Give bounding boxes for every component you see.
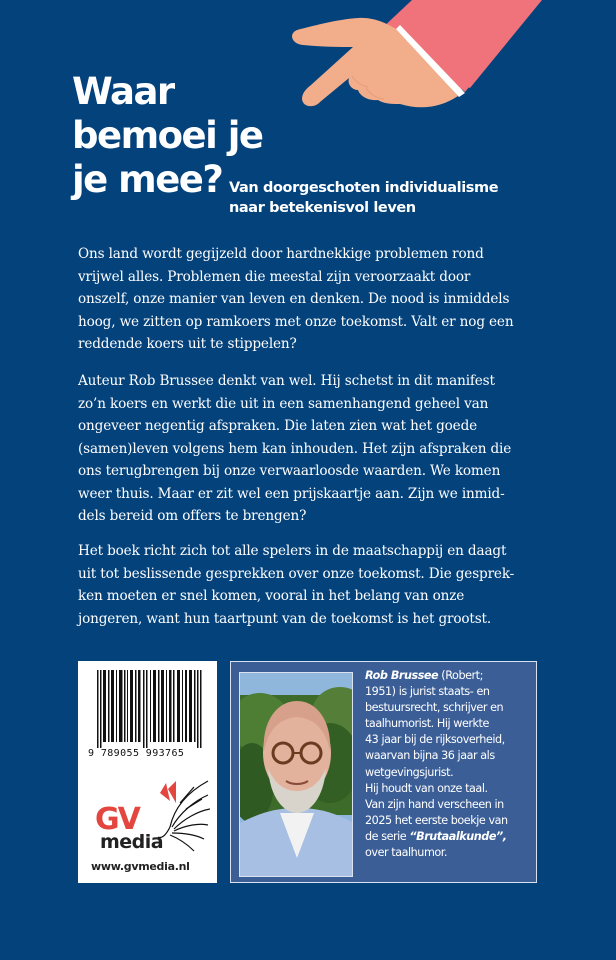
title-line-3: je mee? <box>72 158 223 201</box>
bio-line: waarvan bijna 36 jaar als <box>365 749 495 763</box>
book-subtitle <box>229 178 498 218</box>
blurb-line: reddende koers uit te stippelen? <box>78 336 297 352</box>
blurb-line: ken moeten er snel komen, vooral in het belang van onze <box>78 588 465 604</box>
blurb-line: dels bereid om offers te brengen? <box>78 508 307 524</box>
blurb-line: vrijwel alles. Problemen die meestal zijn veroorzaakt door <box>78 268 471 285</box>
bio-line: 1951) is jurist staats- en <box>365 685 490 699</box>
blurb-line: Ons land wordt gegijzeld door hardnekkige problemen rond <box>78 246 484 262</box>
blurb-line: uit tot beslissende gesprekken over onze toekomst. Die gesprek- <box>78 565 515 582</box>
subtitle-line-1: Van doorgeschoten individualisme <box>229 180 499 196</box>
bio-line: wetgevingsjurist. <box>365 765 454 779</box>
blurb-paragraph-1 <box>78 243 558 356</box>
title-line-1: Waar <box>72 70 174 113</box>
blurb-line: hoog, we zitten op ramkoers met onze toekomst. Valt er nog een <box>78 313 514 330</box>
bio-line: 2025 het eerste boekje van <box>365 813 508 827</box>
bio-line: Hij houdt van onze taal. <box>365 781 488 795</box>
publisher-url: www.gvmedia.nl <box>91 860 190 873</box>
blurb-line: Auteur Rob Brussee denkt van wel. Hij schetst in dit manifest <box>78 373 495 389</box>
subtitle-line-2: naar betekenisvol leven <box>229 200 416 216</box>
blurb-line: jongeren, want hun taartpunt van de toekomst is het grootst. <box>78 610 492 627</box>
author-portrait-icon <box>240 673 353 877</box>
logo-gv-text: GV <box>95 802 139 837</box>
blurb-line: Het boek richt zich tot alle spelers in de maatschappij en daagt <box>78 543 507 559</box>
bio-line: taalhumorist. Hij werkte <box>365 717 489 731</box>
author-bio <box>365 668 535 861</box>
bio-text: de serie <box>365 829 410 843</box>
blurb-line: ongeveer negentig afspraken. Die laten zien wat het goede <box>78 418 478 434</box>
bio-line: bestuursrecht, schrijver en <box>365 701 504 715</box>
series-name: “Brutaalkunde”, <box>409 829 507 843</box>
blurb-paragraph-2 <box>78 370 558 528</box>
author-box <box>230 661 537 883</box>
blurb-line: ons terugbrengen bij onze verwaarloosde waarden. We komen <box>78 463 501 479</box>
author-name: Rob Brussee <box>365 669 439 682</box>
bio-text: (Robert; <box>438 669 483 682</box>
title-line-2: bemoei je <box>72 114 263 157</box>
logo-media-text: media <box>100 831 164 853</box>
bio-line: 43 jaar bij de rijksoverheid, <box>365 733 505 747</box>
blurb-line: zo’n koers en werkt die uit in een samenhangend geheel van <box>78 395 489 412</box>
author-photo <box>239 672 353 877</box>
bio-line: Van zijn hand verscheen in <box>365 797 504 811</box>
blurb-line: (samen)leven volgens hem kan inhouden. Het zijn afspraken die <box>78 440 512 457</box>
isbn-number: 9 789055 993765 <box>88 748 185 759</box>
blurb-paragraph-3 <box>78 540 558 630</box>
bio-line: over taalhumor. <box>365 846 448 860</box>
blurb-line: weer thuis. Maar er zit wel een prijskaartje aan. Zijn we inmid- <box>78 485 505 502</box>
barcode-icon <box>89 670 207 748</box>
barcode-publisher-box <box>78 661 217 883</box>
blurb-line: onszelf, onze manier van leven en denken. De nood is inmiddels <box>78 291 510 307</box>
